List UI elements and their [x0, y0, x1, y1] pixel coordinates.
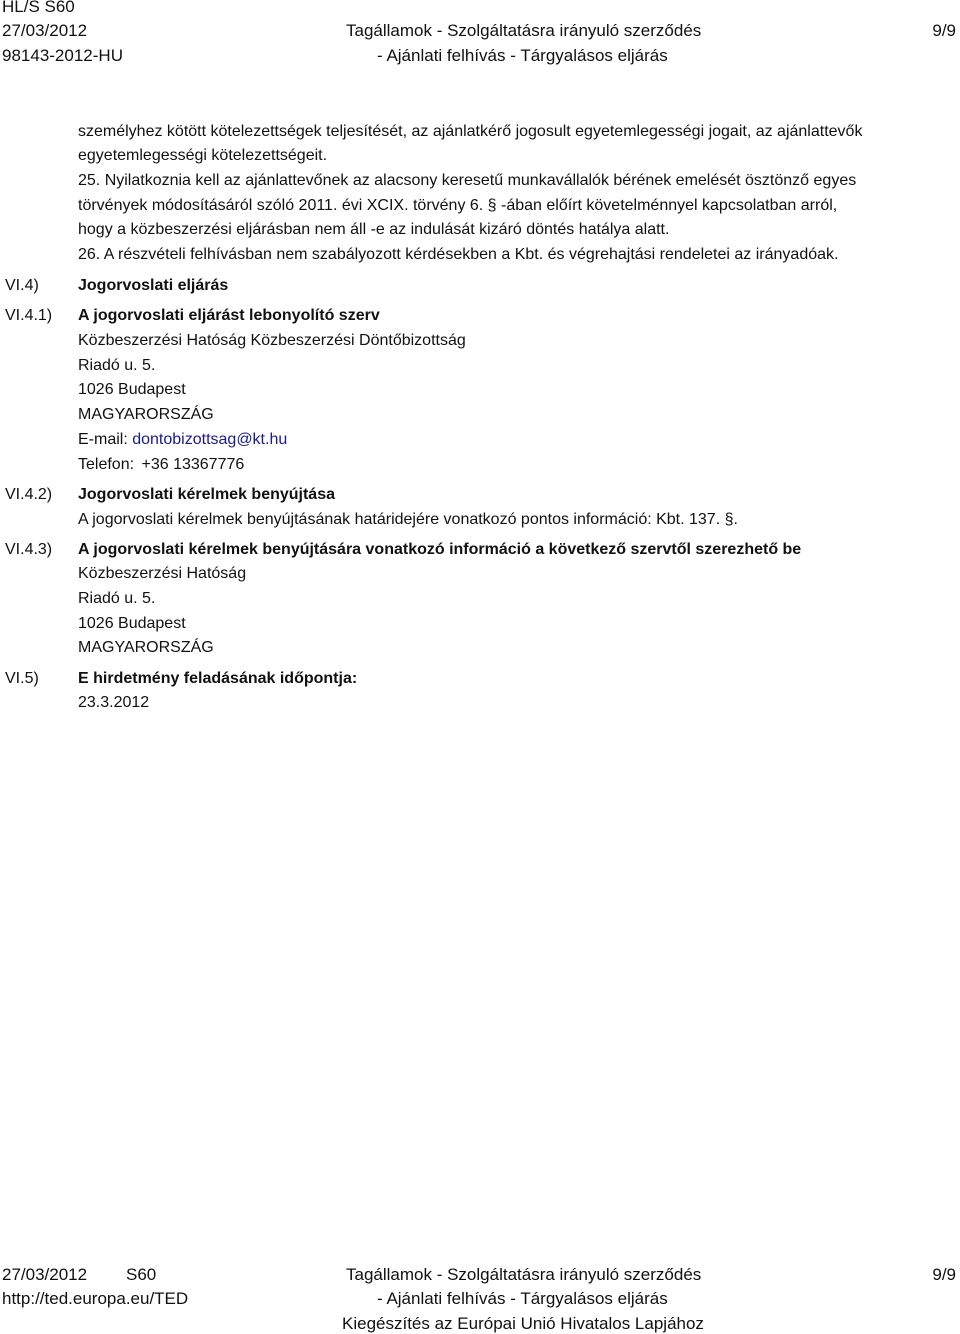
header-title-line1: Tagállamok - Szolgáltatásra irányuló szerződés	[346, 21, 702, 40]
review-body-email-row	[78, 429, 287, 451]
phone-label: Telefon:	[78, 456, 139, 473]
footer-title-line1: Tagállamok - Szolgáltatásra irányuló szerződés	[346, 1265, 702, 1284]
section-title-vi5: E hirdetmény feladásának időpontja:	[78, 670, 358, 687]
email-link[interactable]: dontobizottsag@kt.hu	[132, 431, 288, 448]
review-body-city: 1026 Budapest	[78, 381, 186, 398]
info-body-org: Közbeszerzési Hatóság	[78, 565, 247, 582]
para2-line3: hogy a közbeszerzési eljárásban nem áll -e az indulását kizáró döntés hatálya alatt.	[78, 221, 670, 238]
section-number-vi41: VI.4.1)	[5, 307, 53, 324]
review-body-street: Riadó u. 5.	[78, 357, 156, 374]
doc-type: HL/S S60	[2, 0, 75, 16]
footer-title-line2: - Ajánlati felhívás - Tárgyalásos eljárás	[377, 1289, 668, 1308]
review-body-country: MAGYARORSZÁG	[78, 406, 214, 423]
para2-line2: törvények módosításáról szóló 2011. évi XCIX. törvény 6. § -ában előírt követelménnyel kapcsolatban arról,	[78, 197, 838, 214]
section-number-vi42: VI.4.2)	[5, 486, 53, 503]
section-number-vi4: VI.4)	[5, 277, 39, 294]
phone-number: +36 13367776	[141, 456, 245, 473]
section-title-vi4: Jogorvoslati eljárás	[78, 277, 229, 294]
header-date: 27/03/2012	[2, 21, 88, 40]
review-body-phone-row	[78, 454, 244, 476]
section-text-vi42: A jogorvoslati kérelmek benyújtásának határidejére vonatkozó pontos információ: Kbt. 137. §.	[78, 511, 738, 528]
footer-page-number: 9/9	[932, 1265, 956, 1284]
para3: 26. A részvételi felhívásban nem szabályozott kérdésekben a Kbt. és végrehajtási rendeletei az irányadóak.	[78, 246, 839, 263]
header-ref: 98143-2012-HU	[2, 46, 123, 65]
section-number-vi5: VI.5)	[5, 670, 39, 687]
header-page-number: 9/9	[932, 21, 956, 40]
section-title-vi42: Jogorvoslati kérelmek benyújtása	[78, 486, 335, 503]
footer-series: S60	[126, 1265, 157, 1284]
para2-line1: 25. Nyilatkoznia kell az ajánlattevőnek az alacsony keresetű munkavállalók bérének emelését ösztönző egyes	[78, 172, 857, 189]
info-body-country: MAGYARORSZÁG	[78, 639, 214, 656]
footer-url[interactable]: http://ted.europa.eu/TED	[2, 1289, 189, 1308]
section-title-vi41: A jogorvoslati eljárást lebonyolító szerv	[78, 307, 380, 324]
para1-line2: egyetemlegességi kötelezettségeit.	[78, 147, 328, 164]
email-label: E-mail:	[78, 431, 133, 448]
footer-title-line3: Kiegészítés az Európai Unió Hivatalos Lapjához	[342, 1314, 704, 1333]
info-body-city: 1026 Budapest	[78, 615, 186, 632]
footer-date: 27/03/2012	[2, 1265, 88, 1284]
info-body-street: Riadó u. 5.	[78, 590, 156, 607]
dispatch-date: 23.3.2012	[78, 694, 150, 711]
review-body-org: Közbeszerzési Hatóság Közbeszerzési Döntőbizottság	[78, 332, 466, 349]
section-title-vi43: A jogorvoslati kérelmek benyújtására vonatkozó információ a következő szervtől szerezhető be	[78, 541, 802, 558]
header-title-line2: - Ajánlati felhívás - Tárgyalásos eljárás	[377, 46, 668, 65]
para1-line1: személyhez kötött kötelezettségek teljesítését, az ajánlatkérő jogosult egyetemlegességi jogait, az ajánlattevők	[78, 123, 863, 140]
section-number-vi43: VI.4.3)	[5, 541, 53, 558]
